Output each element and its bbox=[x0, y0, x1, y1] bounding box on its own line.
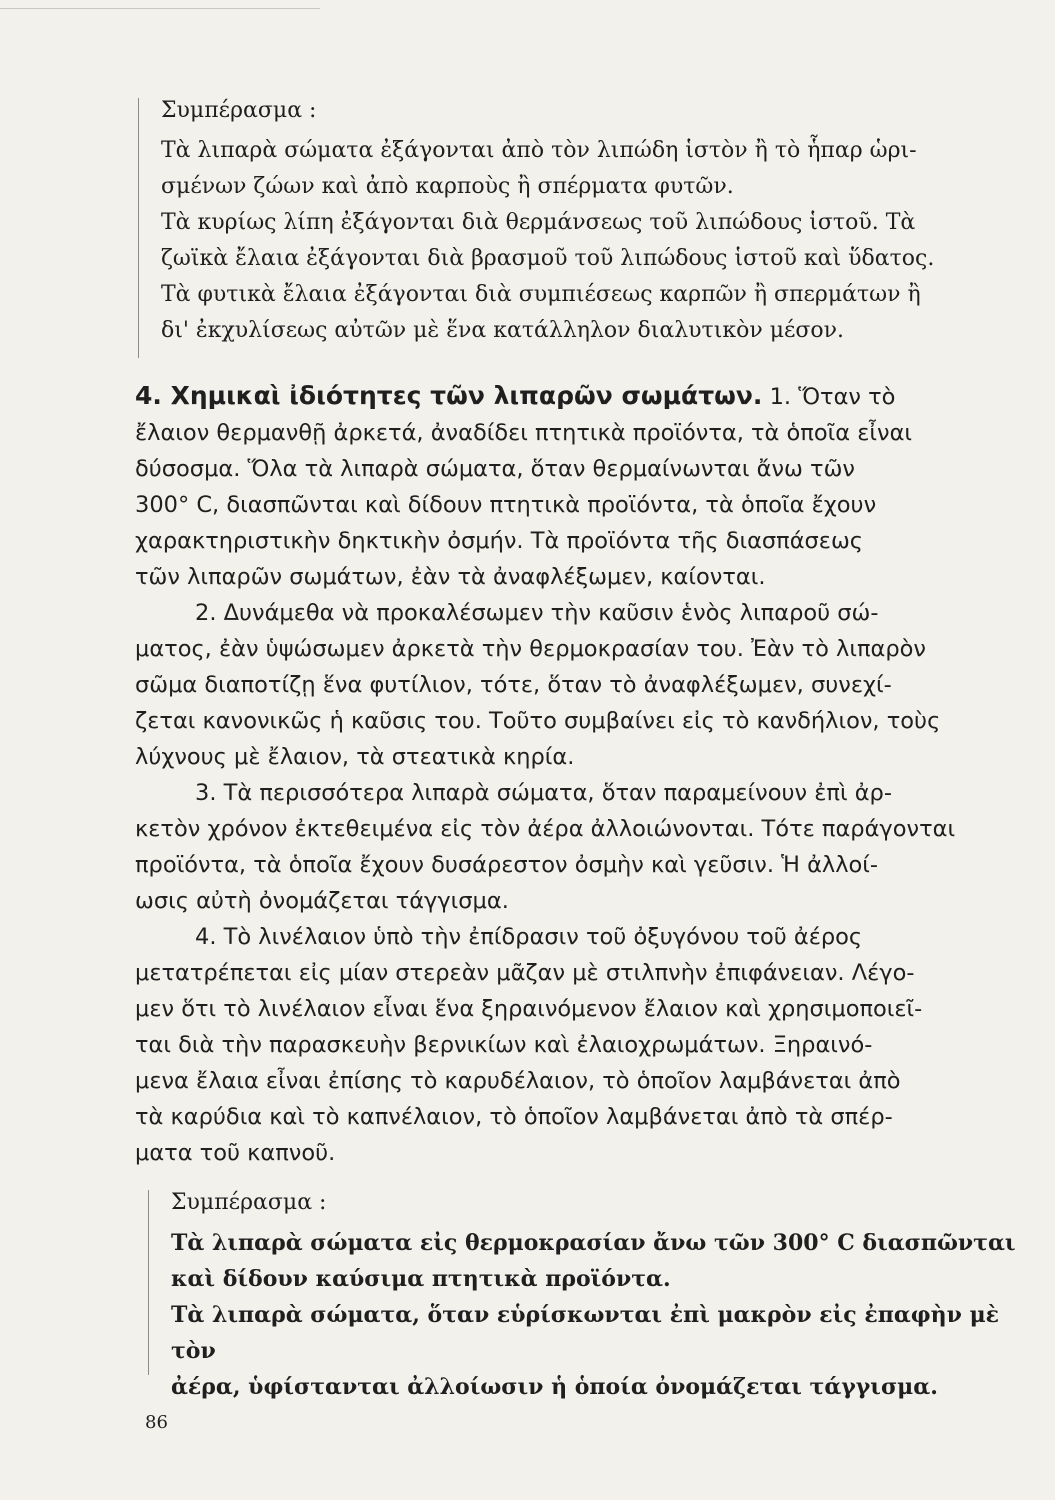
conclusion-box-1 bbox=[138, 98, 1011, 358]
conclusion-2-line: Τὰ λιπαρὰ σώματα εἰς θερμοκρασίαν ἄνω τῶν 300° C διασπῶνται bbox=[171, 1230, 1016, 1256]
scan-edge-rule bbox=[0, 0, 320, 9]
body-line: τῶν λιπαρῶν σωμάτων, ἐὰν τὰ ἀναφλέξωμεν, καίονται. bbox=[135, 564, 766, 590]
conclusion-2-line: Τὰ λιπαρὰ σώματα, ὅταν εὑρίσκωνται ἐπὶ μακρὸν εἰς ἐπαφὴν μὲ τὸν bbox=[171, 1302, 1000, 1364]
body-line: μεν ὅτι τὸ λινέλαιον εἶναι ἕνα ξηραινόμενον ἔλαιον καὶ χρησιμοποιεῖ- bbox=[135, 996, 923, 1022]
body-line: ται διὰ τὴν παρασκευὴν βερνικίων καὶ ἐλαιοχρωμάτων. Ξηραινό- bbox=[135, 1032, 873, 1058]
page-number: 86 bbox=[145, 1412, 168, 1433]
conclusion-2-line: καὶ δίδουν καύσιμα πτητικὰ προϊόντα. bbox=[171, 1266, 671, 1292]
paragraph-3-start: 3. Τὰ περισσότερα λιπαρὰ σώματα, ὅταν παραμείνουν ἐπὶ ἀρ- bbox=[195, 780, 892, 806]
body-line: τὰ καρύδια καὶ τὸ καπνέλαιον, τὸ ὁποῖον λαμβάνεται ἀπὸ τὰ σπέρ- bbox=[135, 1104, 893, 1130]
section-heading-line bbox=[135, 378, 995, 415]
body-line: χαρακτηριστικὴν δηκτικὴν ὀσμήν. Τὰ προϊόντα τῆς διασπάσεως bbox=[135, 528, 864, 554]
body-line: ματα τοῦ καπνοῦ. bbox=[135, 1140, 336, 1166]
body-line: 300° C, διασπῶνται καὶ δίδουν πτητικὰ προϊόντα, τὰ ὁποῖα ἔχουν bbox=[135, 492, 877, 518]
conclusion-1-line: Τὰ κυρίως λίπη ἐξάγονται διὰ θερμάνσεως τοῦ λιπώδους ἱστοῦ. Τὰ bbox=[161, 210, 916, 235]
section-body bbox=[135, 378, 995, 1171]
conclusion-1-line: Τὰ λιπαρὰ σώματα ἐξάγονται ἀπὸ τὸν λιπώδη ἱστὸν ἢ τὸ ἧπαρ ὡρι- bbox=[161, 138, 917, 163]
conclusion-box-2 bbox=[148, 1190, 1021, 1400]
section-heading-continuation: 1. Ὅταν τὸ bbox=[762, 384, 896, 410]
conclusion-2-line: ἀέρα, ὑφίστανται ἀλλοίωσιν ἡ ὁποία ὀνομάζεται τάγγισμα. bbox=[171, 1374, 938, 1400]
body-line: ἔλαιον θερμανθῇ ἀρκετά, ἀναδίδει πτητικὰ προϊόντα, τὰ ὁποῖα εἶναι bbox=[135, 420, 913, 446]
body-line: προϊόντα, τὰ ὁποῖα ἔχουν δυσάρεστον ὀσμὴν καὶ γεῦσιν. Ἡ ἀλλοί- bbox=[135, 852, 879, 878]
conclusion-title-2: Συμπέρασμα : bbox=[171, 1190, 327, 1215]
body-line: μετατρέπεται εἰς μίαν στερεὰν μᾶζαν μὲ στιλπνὴν ἐπιφάνειαν. Λέγο- bbox=[135, 960, 915, 986]
body-line: ωσις αὐτὴ ὀνομάζεται τάγγισμα. bbox=[135, 888, 509, 914]
body-line: ζεται κανονικῶς ἡ καῦσις του. Τοῦτο συμβαίνει εἰς τὸ κανδήλιον, τοὺς bbox=[135, 708, 941, 734]
body-line: κετὸν χρόνον ἐκτεθειμένα εἰς τὸν ἀέρα ἀλλοιώνονται. Τότε παράγονται bbox=[135, 816, 956, 842]
body-line: λύχνους μὲ ἔλαιον, τὰ στεατικὰ κηρία. bbox=[135, 744, 575, 770]
conclusion-title-1: Συμπέρασμα : bbox=[161, 98, 317, 123]
body-line: μενα ἔλαια εἶναι ἐπίσης τὸ καρυδέλαιον, τὸ ὁποῖον λαμβάνεται ἀπὸ bbox=[135, 1068, 901, 1094]
body-line: σῶμα διαποτίζῃ ἕνα φυτίλιον, τότε, ὅταν τὸ ἀναφλέξωμεν, συνεχί- bbox=[135, 672, 892, 698]
paragraph-4-start: 4. Τὸ λινέλαιον ὑπὸ τὴν ἐπίδρασιν τοῦ ὀξυγόνου τοῦ ἀέρος bbox=[195, 924, 863, 950]
section-heading: 4. Χημικαὶ ἰδιότητες τῶν λιπαρῶν σωμάτων. bbox=[135, 381, 763, 410]
body-line: ματος, ἐὰν ὑψώσωμεν ἀρκετὰ τὴν θερμοκρασίαν του. Ἐὰν τὸ λιπαρὸν bbox=[135, 636, 926, 662]
paragraph-2-start: 2. Δυνάμεθα νὰ προκαλέσωμεν τὴν καῦσιν ἑνὸς λιπαροῦ σώ- bbox=[195, 600, 879, 626]
conclusion-1-line: Τὰ φυτικὰ ἔλαια ἐξάγονται διὰ συμπιέσεως καρπῶν ἢ σπερμάτων ἢ bbox=[161, 282, 921, 307]
conclusion-1-line: σμένων ζώων καὶ ἀπὸ καρποὺς ἢ σπέρματα φυτῶν. bbox=[161, 174, 734, 199]
conclusion-1-line: δι' ἐκχυλίσεως αὐτῶν μὲ ἕνα κατάλληλον διαλυτικὸν μέσον. bbox=[161, 318, 845, 343]
body-line: δύσοσμα. Ὅλα τὰ λιπαρὰ σώματα, ὅταν θερμαίνωνται ἄνω τῶν bbox=[135, 456, 855, 482]
conclusion-1-line: ζωϊκὰ ἔλαια ἐξάγονται διὰ βρασμοῦ τοῦ λιπώδους ἱστοῦ καὶ ὕδατος. bbox=[161, 246, 935, 271]
